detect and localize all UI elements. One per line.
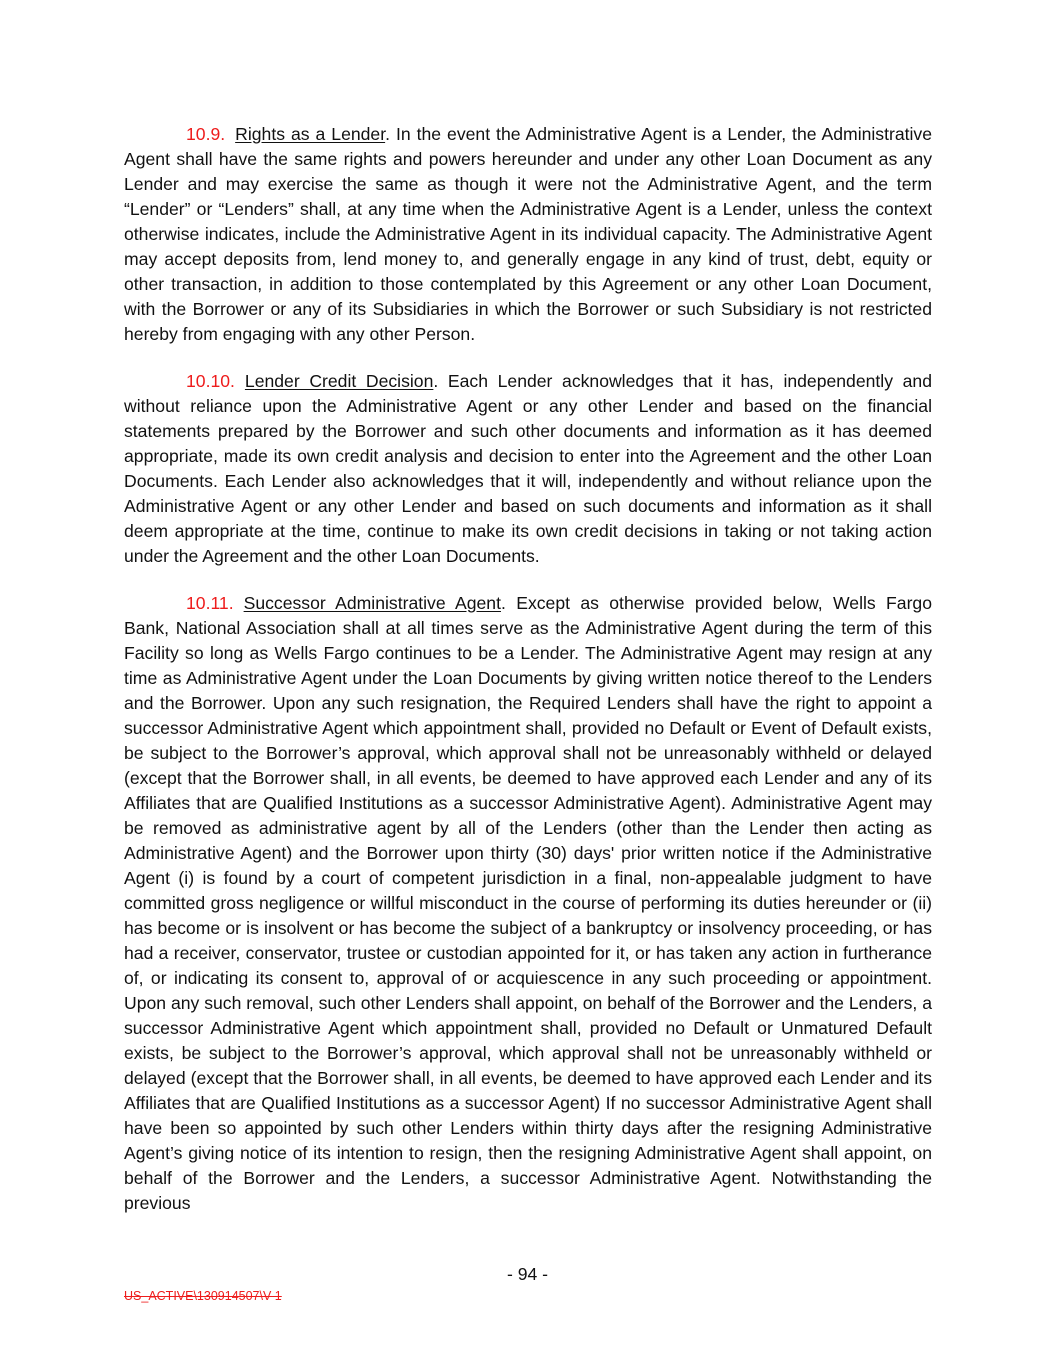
section-title: Successor Administrative Agent: [243, 593, 501, 613]
section-10-10-paragraph: [124, 369, 932, 569]
section-body: . In the event the Administrative Agent is a Lender, the Administrative Agent shall have the same rights and powers hereunder and under any other Loan Document as any Lender and may exercise the same as though it were not the Administrative Agent, and the term “Lender” or “Lenders” shall, at any time when the Administrative Agent is a Lender, unless the context otherwise indicates, include the Administrative Agent in its individual capacity. The Administrative Agent may accept deposits from, lend money to, and generally engage in any kind of trust, debt, equity or other transaction, in addition to those contemplated by this Agreement or any other Loan Document, with the Borrower or any of its Subsidiaries in which the Borrower or such Subsidiary is not restricted hereby from engaging with any other Person.: [124, 124, 932, 344]
section-body: . Each Lender acknowledges that it has, independently and without reliance upon the Administrative Agent or any other Lender and based on the financial statements prepared by the Borrower and such other documents and information as it has deemed appropriate, made its own credit analysis and decision to enter into the Agreement and the other Loan Documents. Each Lender also acknowledges that it will, independently and without reliance upon the Administrative Agent or any other Lender and based on such documents and information as it shall deem appropriate at the time, continue to make its own credit decisions in taking or not taking action under the Agreement and the other Loan Documents.: [124, 371, 932, 566]
section-number: 10.11.: [186, 593, 234, 613]
section-number: 10.10.: [186, 371, 235, 391]
document-id: US_ACTIVE\130914507\V-1: [124, 1289, 282, 1303]
section-body: . Except as otherwise provided below, Wells Fargo Bank, National Association shall at all times serve as the Administrative Agent during the term of this Facility so long as Wells Fargo continues to be a Lender. The Administrative Agent may resign at any time as Administrative Agent under the Loan Documents by giving written notice thereof to the Lenders and the Borrower. Upon any such resignation, the Required Lenders shall have the right to appoint a successor Administrative Agent which appointment shall, provided no Default or Event of Default exists, be subject to the Borrower’s approval, which approval shall not be unreasonably withheld or delayed (except that the Borrower shall, in all events, be deemed to have approved each Lender and any of its Affiliates that are Qualified Institutions as a successor Administrative Agent). Administrative Agent may be removed as administrative agent by all of the Lenders (other than the Lender then acting as Administrative Agent) and the Borrower upon thirty (30) days' prior written notice if the Administrative Agent (i) is found by a court of competent jurisdiction in a final, non-appealable judgment to have committed gross negligence or willful misconduct in the course of performing its duties hereunder or (ii) has become or is insolvent or has become the subject of a bankruptcy or insolvency proceeding, or has had a receiver, conservator, trustee or custodian appointed for it, or has taken any action in furtherance of, or indicating its consent to, approval of or acquiescence in any such proceeding or appointment. Upon any such removal, such other Lenders shall appoint, on behalf of the Borrower and the Lenders, a successor Administrative Agent which appointment shall, provided no Default or Unmatured Default exists, be subject to the Borrower’s approval, which approval shall not be unreasonably withheld or delayed (except that the Borrower shall, in all events, be deemed to have approved each Lender and its Affiliates that are Qualified Institutions as a successor Agent) If no successor Administrative Agent shall have been so appointed by such other Lenders within thirty days after the resigning Administrative Agent’s giving notice of its intention to resign, then the resigning Administrative Agent shall appoint, on behalf of the Borrower and the Lenders, a successor Administrative Agent. Notwithstanding the previous: [124, 593, 932, 1213]
section-title: Lender Credit Decision: [244, 371, 434, 391]
section-10-11-paragraph: [124, 591, 932, 1216]
section-number: 10.9.: [186, 124, 226, 144]
page-number: - 94 -: [506, 1264, 549, 1284]
document-page: [124, 122, 932, 1216]
section-10-9-paragraph: [124, 122, 932, 347]
section-title: Rights as a Lender: [235, 124, 386, 144]
